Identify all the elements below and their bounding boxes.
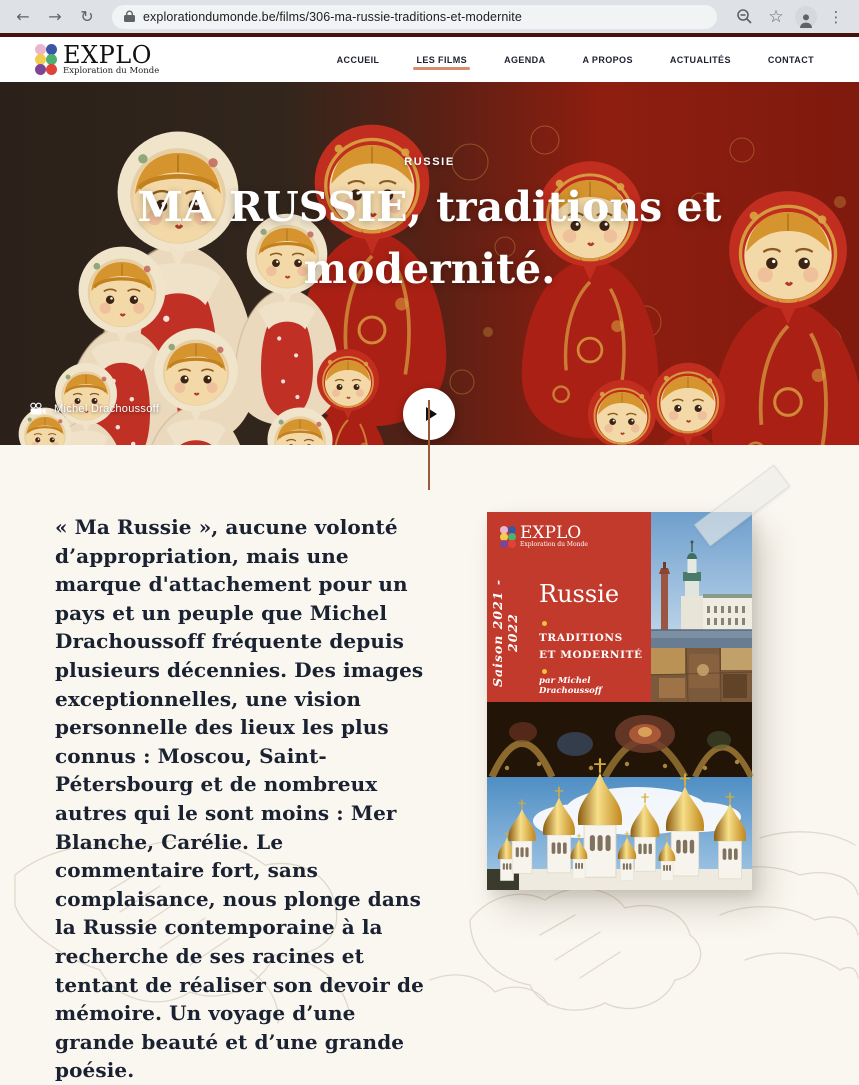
- film-description-section: [0, 445, 859, 1083]
- reload-icon[interactable]: ↻: [80, 7, 94, 26]
- poster-author: par Michel Drachoussoff: [539, 676, 602, 696]
- site-logo[interactable]: [35, 40, 160, 76]
- poster-logo-title: EXPLO: [520, 523, 582, 543]
- hero-category-label: RUSSIE: [404, 156, 455, 168]
- nav-item-accueil[interactable]: ACCUEIL: [336, 54, 380, 65]
- back-icon[interactable]: ←: [16, 7, 30, 26]
- browser-toolbar: [0, 0, 859, 33]
- poster-subtitle: TRADITIONS ET MODERNITÉ: [539, 632, 643, 661]
- zoom-out-icon[interactable]: [731, 4, 757, 30]
- section-divider-line: [428, 400, 430, 490]
- film-description-paragraph: « Ma Russie », aucune volonté d’appropriation, mais une marque d'attachement pour un pays et un peuple que Michel Drachoussoff fréquente depuis plusieurs décennies. Des images exceptionnelles, une vision personnelle des lieux les plus connus : Moscou, Saint-Pétersbourg et de nombreux autres qui le sont moins : Mer Blanche, Carélie. Le commentaire fort, sans complaisance, nous plonge dans la Russie contemporaine à la recherche de ses racines et tentant de réaliser son devoir de mémoire. Un voyage d’une grande beauté et d’une grande poésie.: [55, 515, 424, 1083]
- nav-item-contact[interactable]: CONTACT: [767, 54, 814, 65]
- video-camera-icon: [30, 403, 46, 415]
- browser-menu-icon[interactable]: ⋮: [828, 7, 844, 26]
- poster-photo-golden-domes: [487, 777, 752, 890]
- poster-photo-aerial-view: [651, 648, 752, 702]
- photo-credit-text: Michel Drachoussoff: [54, 403, 160, 415]
- poster-photo-cathedral-ceiling: [487, 702, 752, 777]
- profile-avatar-icon[interactable]: [795, 6, 817, 28]
- lock-icon: [124, 10, 135, 23]
- nav-item-actualites[interactable]: ACTUALITÉS: [669, 54, 731, 65]
- poster-logo-subtitle: Exploration du Monde: [520, 541, 588, 548]
- photo-credit: [30, 403, 159, 415]
- url-text[interactable]: explorationdumonde.be/films/306-ma-russie-traditions-et-modernite: [143, 9, 522, 24]
- nav-item-agenda[interactable]: AGENDA: [504, 54, 546, 65]
- site-header: [0, 37, 859, 82]
- bookmark-star-icon[interactable]: ☆: [768, 6, 784, 27]
- poster-country-title: Russie: [539, 580, 620, 608]
- poster-bullet-icon: [542, 669, 547, 674]
- poster-red-panel: [487, 512, 651, 702]
- nav-item-a-propos[interactable]: A PROPOS: [582, 54, 633, 65]
- logo-title: EXPLO: [63, 40, 152, 69]
- poster-season-label: Saison 2021 - 2022: [490, 578, 520, 688]
- logo-subtitle: Exploration du Monde: [63, 65, 160, 76]
- address-bar[interactable]: [112, 5, 717, 29]
- page-title: MA RUSSIE, traditions et modernité.: [137, 183, 722, 293]
- logo-dots-icon: [35, 45, 57, 75]
- main-nav: [337, 51, 814, 69]
- poster-logo-dots-icon: [500, 527, 516, 548]
- film-poster[interactable]: [487, 512, 752, 890]
- poster-bullet-icon: [542, 621, 547, 626]
- nav-item-les-films[interactable]: LES FILMS: [416, 51, 467, 69]
- forward-icon[interactable]: →: [48, 7, 62, 26]
- hero-banner: [0, 82, 859, 445]
- poster-logo: [500, 523, 588, 548]
